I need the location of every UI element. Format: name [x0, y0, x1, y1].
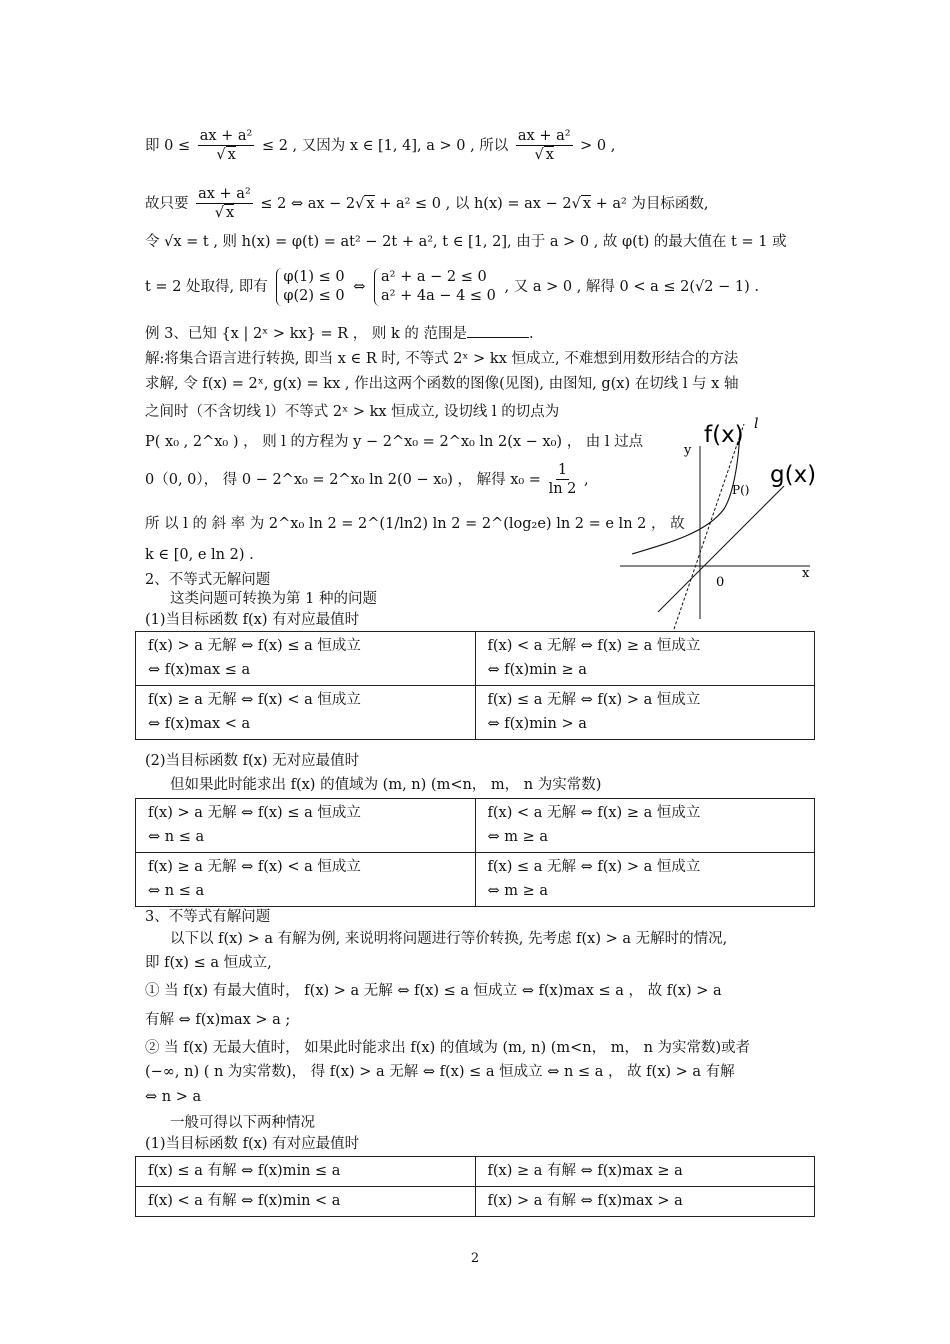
table-row [136, 799, 815, 853]
section-heading-2: 2、不等式无解问题 [145, 572, 271, 588]
answer-blank [467, 325, 529, 338]
condition: a² + a − 2 ≤ 0 [381, 269, 487, 285]
cell-text: ⇔ f(x)max ≤ a [148, 662, 251, 678]
section-heading-3: 3、不等式有解问题 [145, 909, 271, 925]
line-26: 一般可得以下两种情况 [170, 1115, 315, 1131]
table-cell: f(x) < a 有解 ⇔ f(x)min < a [136, 1187, 476, 1217]
label-origin: 0 [716, 575, 725, 590]
table-row [136, 853, 815, 907]
table-cell [475, 686, 815, 740]
table-cell [136, 853, 476, 907]
cell-text: ⇔ n ≤ a [148, 829, 205, 845]
label-l: l [754, 416, 759, 432]
denominator: √ x [216, 147, 236, 163]
line-23: ② 当 f(x) 无最大值时， 如果此时能求出 f(x) 的值域为 (m, n) (m<n， m， n 为实常数)或者 [145, 1040, 751, 1056]
line-2: 故只要 $\frac{\text{ax + a²}}{√ x}$ ≤ 2 ⇔ ax − 2√ x + a² ≤ 0 , 以 h(x) = ax − 2√ x + a² 为目标函数, [145, 186, 709, 221]
text: ⇔ [353, 279, 366, 295]
table-row [136, 686, 815, 740]
table-cell: f(x) ≥ a 有解 ⇔ f(x)max ≥ a [475, 1157, 815, 1187]
denominator: ln 2 [548, 481, 577, 497]
cell-text: f(x) ≥ a 无解 ⇔ f(x) < a 恒成立 [148, 859, 361, 875]
line-22: 有解 ⇔ f(x)max > a ; [145, 1012, 291, 1028]
radicand: x [225, 205, 235, 221]
label-gx: g(x) [770, 462, 817, 488]
line-9: P( x₀ , 2^x₀ ) ， 则 l 的方程为 y − 2^x₀ = 2^x₀ ln 2(x − x₀) ， 由 l 过点 [145, 434, 644, 450]
text: 2^x₀ ln 2 = 2^(1/ln2) ln 2 = 2^(log₂e) ln 2 = e ln 2 ， 故 [268, 516, 685, 532]
label-p: P() [732, 483, 750, 497]
cell-text: f(x) ≥ a 无解 ⇔ f(x) < a 恒成立 [148, 692, 361, 708]
line-24: (−∞, n) ( n 为实常数)， 得 f(x) > a 无解 ⇔ f(x) ≤ a 恒成立 ⇔ n ≤ a ， 故 f(x) > a 有解 [145, 1064, 735, 1080]
line-14: 这类问题可转换为第 1 种的问题 [170, 591, 377, 607]
line-3: 令 √x = t , 则 h(x) = φ(t) = at² − 2t + a², t ∈ [1, 2], 由于 a > 0 , 故 φ(t) 的最大值在 t = 1 或 [145, 234, 787, 250]
line-16: (2)当目标函数 f(x) 无对应最值时 [145, 753, 360, 769]
cell-text: f(x) < a 无解 ⇔ f(x) ≥ a 恒成立 [487, 805, 701, 821]
denominator: √ x [534, 147, 554, 163]
line-7: 求解, 令 f(x) = 2ˣ, g(x) = kx , 作出这两个函数的图像(见图), 由图知, g(x) 在切线 l 与 x 轴 [145, 376, 739, 392]
text: 即 0 ≤ [145, 138, 191, 154]
line-10 [145, 462, 589, 498]
line-5 [145, 324, 534, 344]
line-25: ⇔ n > a [145, 1089, 202, 1105]
cell-text: ⇔ f(x)max < a [148, 716, 251, 732]
numerator: ax + a² [199, 128, 253, 144]
line-11 [145, 514, 685, 534]
table-no-solution-range [135, 798, 815, 907]
line-19: 以下以 f(x) > a 有解为例, 来说明将问题进行等价转换, 先考虑 f(x) > a 无解时的情况, [170, 931, 728, 947]
radicand: x [227, 147, 236, 163]
text: , 又 a > 0 , 解得 0 < a ≤ 2(√2 − 1) . [504, 279, 759, 295]
label-x: x [802, 566, 810, 581]
condition: φ(2) ≤ 0 [283, 288, 345, 304]
condition: φ(1) ≤ 0 [283, 269, 345, 285]
text: 所 以 l 的 斜 率 为 [145, 516, 265, 532]
line-6: 解:将集合语言进行转换, 即当 x ∈ R 时, 不等式 2ˣ > kx 恒成立, 不难想到用数形结合的方法 [145, 351, 739, 367]
cell-text: ⇔ f(x)min ≥ a [487, 662, 587, 678]
text: 例 3、已知 {x | 2ˣ > kx} = R ， 则 k 的 范围是 [145, 326, 467, 342]
label-y: y [684, 443, 692, 458]
line-20: 即 f(x) ≤ a 恒成立, [145, 955, 272, 971]
fraction [516, 128, 573, 164]
cell-text: f(x) ≤ a 无解 ⇔ f(x) > a 恒成立 [487, 859, 701, 875]
radicand: x [545, 147, 554, 163]
numerator: ax + a² [198, 186, 251, 202]
table-cell: f(x) ≤ a 有解 ⇔ f(x)min ≤ a [136, 1157, 476, 1187]
table-row [136, 1157, 815, 1187]
fraction [196, 186, 253, 222]
table-cell [136, 632, 476, 686]
cell-text: f(x) > a 无解 ⇔ f(x) ≤ a 恒成立 [148, 805, 361, 821]
label-fx: f(x) [704, 422, 744, 448]
line-1 [145, 128, 615, 164]
line-12: k ∈ [0, e ln 2) . [145, 547, 254, 563]
text: . [529, 326, 534, 342]
fraction [549, 462, 577, 498]
text: ≤ 2 , 又因为 x ∈ [1, 4], a > 0 , 所以 [261, 138, 509, 154]
table-cell [136, 686, 476, 740]
cell-text: f(x) ≤ a 无解 ⇔ f(x) > a 恒成立 [487, 692, 701, 708]
line-15: (1)当目标函数 f(x) 有对应最值时 [145, 612, 360, 628]
table-cell [136, 799, 476, 853]
text: > 0 , [580, 138, 616, 154]
text: 故只要 [145, 196, 189, 212]
cell-text: ⇔ n ≤ a [148, 883, 205, 899]
cell-text: f(x) > a 无解 ⇔ f(x) ≤ a 恒成立 [148, 638, 361, 654]
cell-text: ⇔ m ≥ a [487, 883, 549, 899]
line-27: (1)当目标函数 f(x) 有对应最值时 [145, 1136, 360, 1152]
numerator: 1 [557, 462, 568, 478]
table-has-solution-extremum [135, 1156, 815, 1217]
text: + a² 为目标函数, [595, 196, 709, 212]
table-cell [475, 799, 815, 853]
text: , [583, 472, 589, 488]
table-row [136, 632, 815, 686]
line-8: 之间时（不含切线 l）不等式 2ˣ > kx 恒成立, 设切线 l 的切点为 [145, 404, 560, 420]
numerator: ax + a² [517, 128, 571, 144]
cell-text: ⇔ f(x)min > a [487, 716, 587, 732]
radicand: x [582, 196, 591, 212]
function-graph [612, 414, 824, 642]
line-g [658, 486, 784, 612]
table-cell [475, 853, 815, 907]
table-row [136, 1187, 815, 1217]
system-brace [374, 268, 496, 306]
table-cell: f(x) > a 有解 ⇔ f(x)max > a [475, 1187, 815, 1217]
radicand: x [366, 196, 375, 212]
cell-text: ⇔ m ≥ a [487, 829, 549, 845]
text: t = 2 处取得, 即有 [145, 279, 268, 295]
text: + a² ≤ 0 , 以 h(x) = ax − 2 [379, 196, 572, 212]
fraction [198, 128, 255, 164]
denominator: √ x [214, 205, 235, 221]
line-4 [145, 268, 759, 306]
page-number: 2 [470, 1251, 480, 1266]
text: ≤ 2 ⇔ ax − 2 [260, 196, 356, 212]
system-brace [276, 268, 344, 306]
line-21: ① 当 f(x) 有最大值时， f(x) > a 无解 ⇔ f(x) ≤ a 恒成立 ⇔ f(x)max ≤ a ， 故 f(x) > a [145, 983, 722, 999]
cell-text: f(x) < a 无解 ⇔ f(x) ≥ a 恒成立 [487, 638, 701, 654]
line-17: 但如果此时能求出 f(x) 的值域为 (m, n) (m<n， m， n 为实常数) [170, 777, 602, 793]
table-cell [475, 632, 815, 686]
condition: a² + 4a − 4 ≤ 0 [381, 288, 496, 304]
text: 0（0, 0）， 得 0 − 2^x₀ = 2^x₀ ln 2(0 − x₀) ， 解得 x₀ = [145, 472, 541, 488]
table-no-solution-extremum [135, 631, 815, 740]
